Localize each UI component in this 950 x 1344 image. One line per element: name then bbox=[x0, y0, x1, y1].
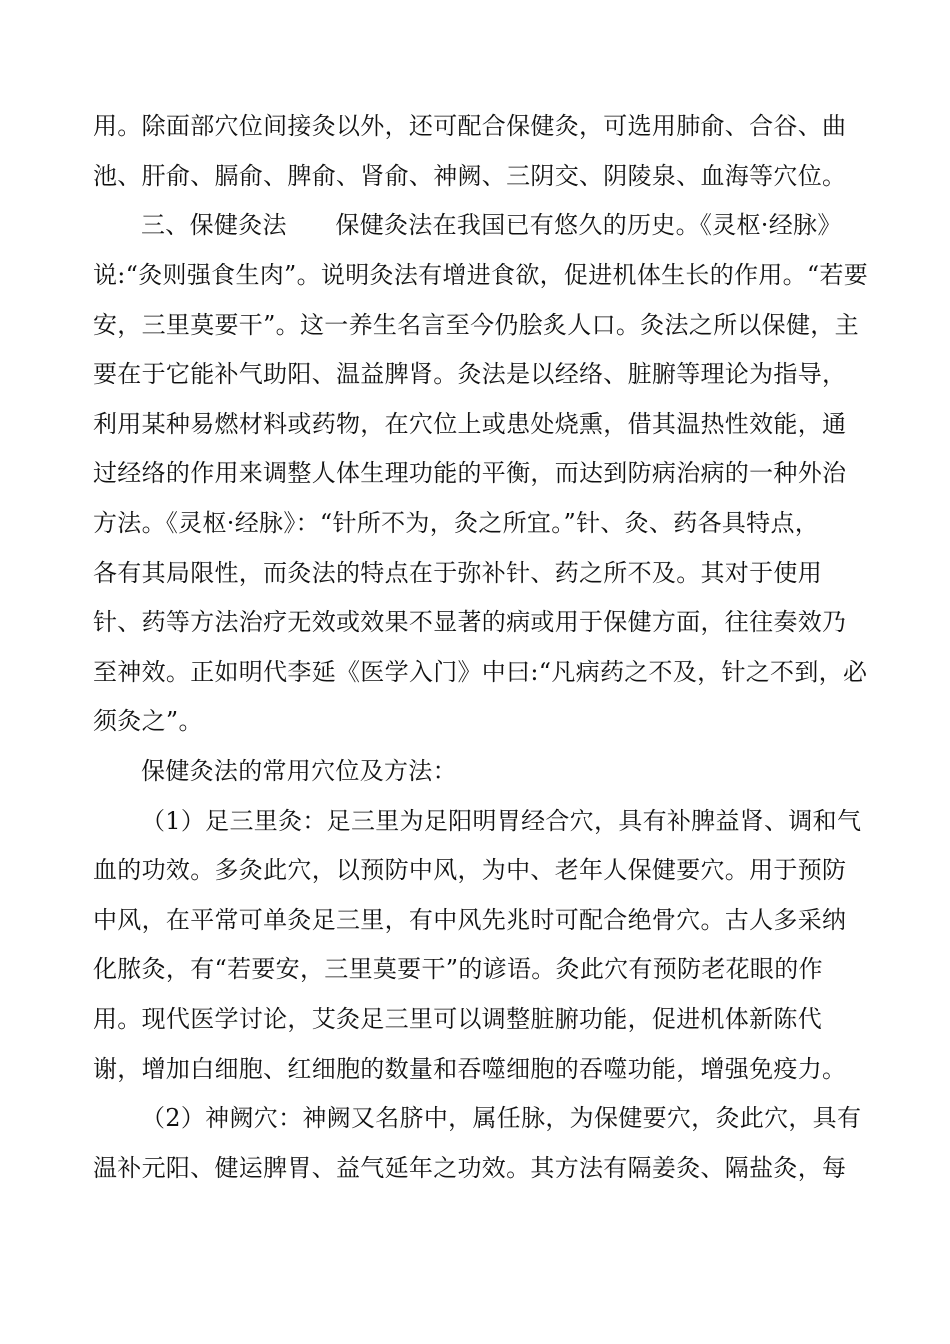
text-line: 中风，在平常可单灸足三里，有中风先兆时可配合绝骨穴。古人多采纳 bbox=[93, 906, 847, 934]
text-line: 化脓灸，有“若要安，三里莫要干”的谚语。灸此穴有预防老花眼的作 bbox=[93, 955, 823, 983]
text-line: 各有其局限性，而灸法的特点在于弥补针、药之所不及。其对于使用 bbox=[93, 559, 822, 587]
text-line: 谢，增加白细胞、红细胞的数量和吞噬细胞的吞噬功能，增强免疫力。 bbox=[93, 1055, 847, 1083]
section-heading-line: 三、保健灸法 保健灸法在我国已有悠久的历史。《灵枢·经脉》 bbox=[141, 211, 842, 239]
text-line: 温补元阳、健运脾胃、益气延年之功效。其方法有隔姜灸、隔盐灸，每 bbox=[93, 1154, 847, 1182]
text-line: 方法。《灵枢·经脉》：“针所不为，灸之所宜。”针、灸、药各具特点， bbox=[93, 509, 820, 537]
text-line: 说:“灸则强食生肉”。说明灸法有增进食欲，促进机体生长的作用。“若要 bbox=[93, 261, 869, 289]
text-line: 要在于它能补气助阳、温益脾肾。灸法是以经络、脏腑等理论为指导， bbox=[93, 360, 847, 388]
text-line: 用。现代医学讨论，艾灸足三里可以调整脏腑功能，促进机体新陈代 bbox=[93, 1005, 822, 1033]
item-1-line: （1）足三里灸：足三里为足阳明胃经合穴，具有补脾益肾、调和气 bbox=[141, 807, 862, 835]
text-line: 须灸之”。 bbox=[93, 707, 203, 735]
text-line: 血的功效。多灸此穴，以预防中风，为中、老年人保健要穴。用于预防 bbox=[93, 856, 847, 884]
item-2-line: （2）神阙穴：神阙又名脐中，属任脉，为保健要穴，灸此穴，具有 bbox=[141, 1104, 862, 1132]
text-line: 用。除面部穴位间接灸以外，还可配合保健灸，可选用肺俞、合谷、曲 bbox=[93, 112, 847, 140]
text-line: 池、肝俞、膈俞、脾俞、肾俞、神阙、三阴交、阴陵泉、血海等穴位。 bbox=[93, 162, 847, 190]
subheading-line: 保健灸法的常用穴位及方法： bbox=[141, 757, 457, 785]
text-line: 利用某种易燃材料或药物，在穴位上或患处烧熏，借其温热性效能，通 bbox=[93, 410, 847, 438]
text-line: 过经络的作用来调整人体生理功能的平衡，而达到防病治病的一种外治 bbox=[93, 459, 847, 487]
text-line: 至神效。正如明代李延《医学入门》中曰:“凡病药之不及，针之不到，必 bbox=[93, 658, 868, 686]
text-line: 安，三里莫要干”。这一养生名言至今仍脍炙人口。灸法之所以保健，主 bbox=[93, 311, 859, 339]
text-line: 针、药等方法治疗无效或效果不显著的病或用于保健方面，往往奏效乃 bbox=[93, 608, 847, 636]
